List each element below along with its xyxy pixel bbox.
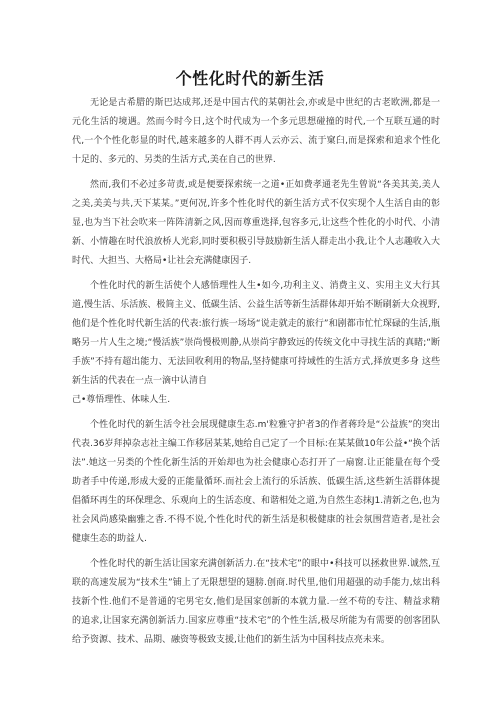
paragraph: 然而,我们不必过多苛责,或是便要探索统一之道•正如费孝通老先生曾说“各美其美,美人之美,美美与共,天下某某。”更何况,许多个性化时代的新生活方式不仅实现个人生活自由的彰显,也为当下社会吹来一阵阵清新之风,因而尊重选择,包容多元,让这些个性化的小时代、小清新、小情趣在时代浪放桥人光彩,同时要积极引导鼓励新生活人群走出小我,让个人志趣收入大时代、大担当、大格局•让社会充满健康因子. [72, 180, 440, 266]
paragraph-continuation: 己•尊悟理性、体味人生. [72, 395, 171, 405]
paragraph: 个性化时代的新生活使个人感悟理性人生•如今,功利主义、消费主义、实用主义大行其道,慢生活、乐活族、极简主义、低碳生活、公益生活等新生活群体却开始不断刷新大众视野,他们是个性化时代新生活的代表:旅行族一场场“说走就走的旅行”和剧都市忙忙琛碌的生活,瓶略另一片人生之境;“慢活族”崇尚慢极则静,从崇尚宇静致远的传统文化中寻找生活的真睹;“断手族”不持有超出能力、无法回收利用的物品,坚持健康可持域性的生活方式,择放更多身 这些新生活的代表在一点一滴中认清自 [72, 281, 440, 386]
paragraph: 无论是古希腊的斯巴达成邦,还是中国古代的某朝社会,亦或是中世纪的古老欧洲,都是一元化生活的境遇。然而今时今日,这个时代成为一个多元思想碰撞的时代,一个互联互通的时代,一个个性化彰显的时代,越来越多的人群不再人云亦云、流于窠臼,而是探索和追求个性化十足的、多元的、另类的生活方式,美在自己的世界. [72, 98, 440, 165]
paragraph: 个性化时代的新生活让国家充满创新活力.在“技术宅”的眼中•科技可以拯救世界.诚然,互联的高速发展为“技术生”铺上了无限想望的翅膀.创商.时代里,他们用超强的动手能力,炫出科技新个性.他们不是普通的宅男宅女,他们是国家创新的本就力量.一丝不苟的专注、精益求精的追求,让国家充满创新活力.国家应尊重“技术宅”的个性生活,极尽所能为有需要的创客团队给予资源、技术、品期、融资等极致支援,让他们的新生活为中国科技点亮未来。 [72, 559, 440, 645]
paragraph: 个性化时代的新生活令社会展现健康生态.m'粒雅守护者3的作者蒋玲是“公益族”的突出代表.36岁拜掉杂志社主编工作移居某某,她给自己定了一个目标:在某某做10年公益•“换个活法”.她这一另类的个性化新生活的开始却也为社会健康心态打开了一扇窗.让正能量在每个受助者手中传递,形成大爱的正能量循环.而社会上流行的乐活族、低碳生活,这些新生活群体提倡循环再生的环保理念、乐观向上的生活态度、和谐相处之道,为自然生态抹J1.清新之色,也为社会风尚感染幽雅之香.不得不说,个性化时代的新生活是积极健康的社会氛围营造者,是社会健康生态的助益人. [72, 420, 440, 544]
document-body [72, 94, 440, 656]
document-title: 个性化时代的新生活 [175, 69, 325, 88]
